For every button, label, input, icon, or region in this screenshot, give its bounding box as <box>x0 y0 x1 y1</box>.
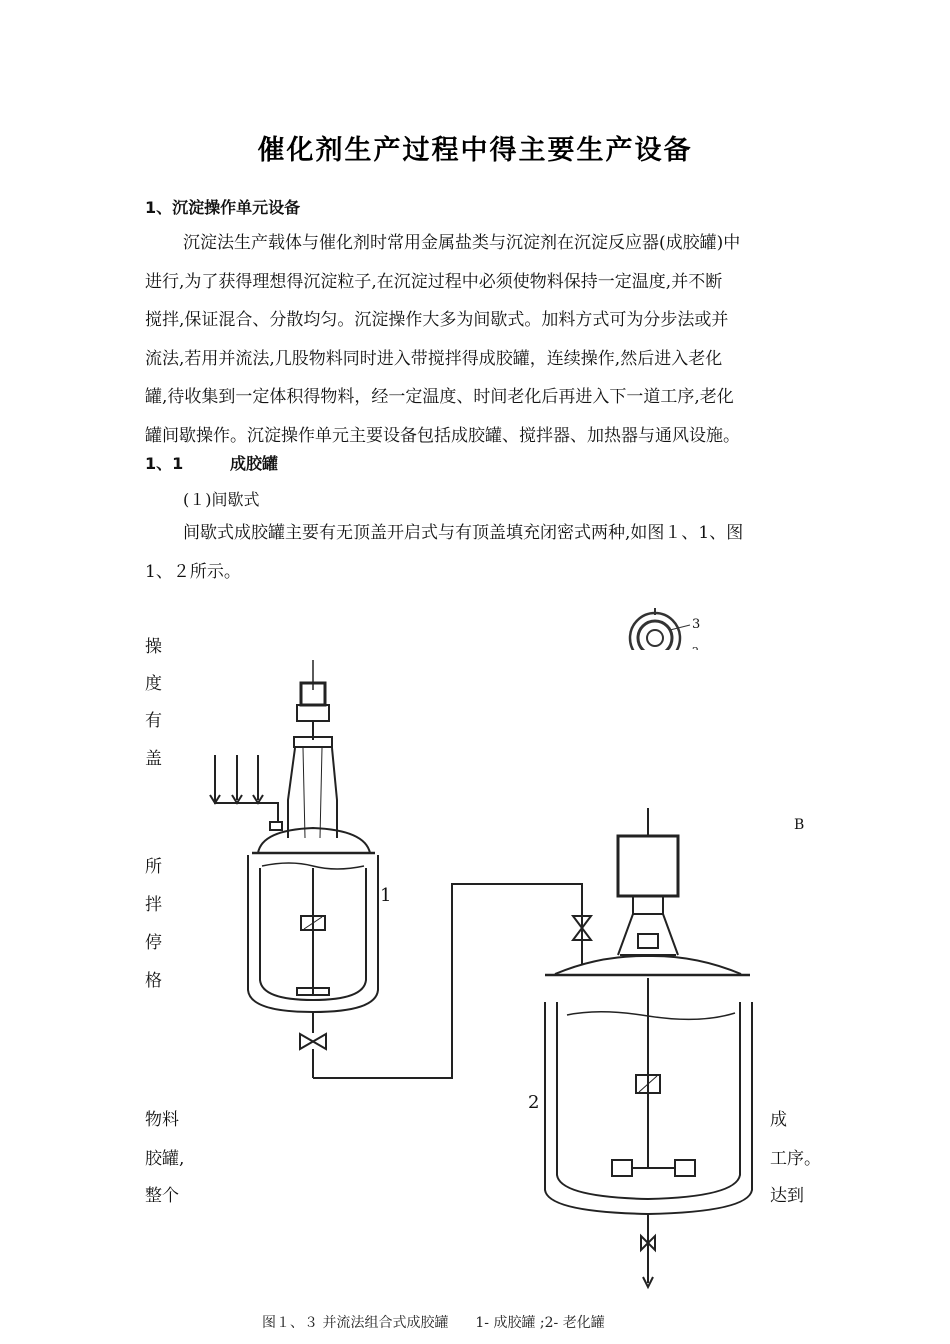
figure-caption <box>262 1312 605 1332</box>
intro-line: 流法,若用并流法,几股物料同时进入带搅拌得成胶罐，连续操作,然后进入老化 <box>145 348 723 369</box>
occluded-text: 成 <box>770 1110 787 1130</box>
occluded-text: 物料 <box>145 1110 179 1130</box>
intro-line: 罐间歇操作。沉淀操作单元主要设备包括成胶罐、搅拌器、加热器与通风设施。 <box>145 425 740 446</box>
section-title: 成胶罐 <box>230 454 279 473</box>
page-title: 催化剂生产过程中得主要生产设备 <box>257 135 693 166</box>
caption-legend: 1- 成胶罐 ;2- 老化罐 <box>475 1315 605 1331</box>
subheading-batch: (１)间歇式 <box>183 490 260 509</box>
intro-line: 进行,为了获得理想得沉淀粒子,在沉淀过程中必须使物料保持一定温度,并不断 <box>145 271 723 292</box>
occluded-text: 操 <box>145 637 162 657</box>
occluded-text: 所 <box>145 857 162 877</box>
occluded-text: 工序。 <box>770 1149 821 1169</box>
occluded-text: 拌 <box>145 895 162 915</box>
occluded-text: 达到 <box>770 1186 804 1206</box>
small-fig-label: 3 <box>692 617 701 632</box>
occluded-text: B <box>794 817 805 833</box>
occluded-text: 停 <box>145 933 162 953</box>
section-heading-1: 1、沉淀操作单元设备 <box>145 198 301 217</box>
intro-line: 沉淀法生产载体与催化剂时常用金属盐类与沉淀剂在沉淀反应器(成胶罐)中 <box>183 233 741 253</box>
occluded-text: 盖 <box>145 749 162 769</box>
occluded-text: 格 <box>145 971 162 991</box>
intro-line: 搅拌,保证混合、分散均匀。沉淀操作大多为间歇式。加料方式可为分步法或并 <box>145 310 729 330</box>
occluded-text: 整个 <box>145 1186 179 1206</box>
batch-line: 间歇式成胶罐主要有无顶盖开启式与有顶盖填充闭密式两种,如图１、1、图 <box>183 523 744 543</box>
occluded-text: 有 <box>145 711 162 731</box>
batch-line: 1、２所示。 <box>145 561 241 582</box>
tank-label-1: 1 <box>380 885 392 906</box>
intro-line: 罐,待收集到一定体积得物料，经一定温度、时间老化后再进入下一道工序,老化 <box>145 387 734 407</box>
occluded-text: 胶罐, <box>145 1149 185 1169</box>
section-number: 1、1 <box>145 454 184 473</box>
occluded-text: 度 <box>145 674 162 694</box>
caption-title: 图１、３ 并流法组合式成胶罐 <box>262 1315 449 1331</box>
tank-label-2: 2 <box>528 1092 540 1113</box>
